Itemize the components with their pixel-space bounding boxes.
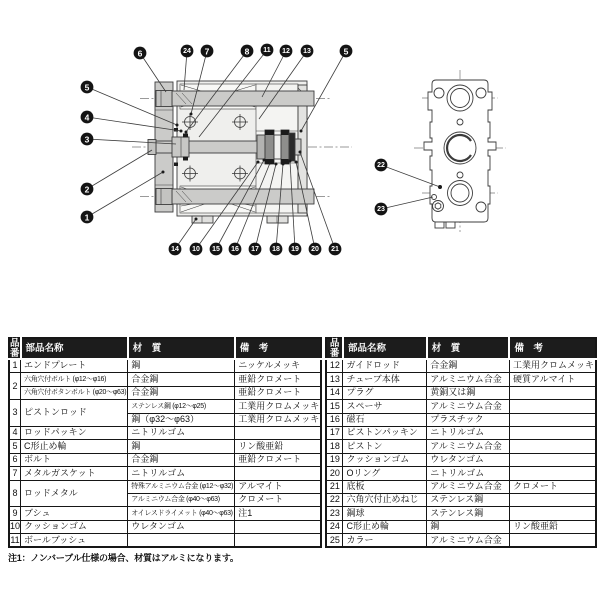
remarks-cell	[509, 426, 596, 439]
material-cell: アルミニウム合金 (φ40～φ63)	[128, 493, 235, 506]
rod-metal	[172, 137, 189, 157]
part-no-cell: 20	[326, 467, 343, 480]
table-row	[326, 534, 596, 548]
material-cell: 合金鋼	[128, 373, 235, 386]
part-name-cell: スペーサ	[343, 400, 427, 413]
material-cell: 鋼	[128, 359, 235, 373]
parts-table-12-25	[325, 337, 597, 548]
material-cell: ニトリルゴム	[427, 426, 510, 439]
remarks-cell	[509, 453, 596, 466]
remarks-cell: クロメート	[235, 493, 322, 506]
part-name-cell: ピストン	[343, 440, 427, 453]
end-view-outline	[424, 80, 496, 222]
remarks-cell: 硬質アルマイト	[509, 373, 596, 386]
svg-text:8: 8	[244, 46, 250, 57]
table-row	[9, 373, 321, 386]
svg-text:4: 4	[84, 112, 90, 123]
parts-table-right	[325, 337, 600, 548]
table-row	[9, 480, 321, 493]
part-no-cell: 10	[9, 520, 21, 533]
table-row	[9, 440, 321, 453]
table-row	[9, 359, 321, 373]
column-header: 材 質	[427, 338, 510, 359]
table-row	[326, 413, 596, 426]
parts-table-left	[8, 337, 325, 548]
svg-text:10: 10	[192, 245, 200, 253]
part-name-cell: ガイドロッド	[343, 359, 427, 373]
part-name-cell: 六角穴付ボタンボルト (φ20～φ63)	[21, 386, 128, 399]
part-no-cell: 4	[9, 426, 21, 439]
part-no-cell: 12	[326, 359, 343, 373]
table-row	[9, 534, 321, 548]
svg-text:11: 11	[263, 46, 271, 54]
part-no-cell: 17	[326, 426, 343, 439]
remarks-cell: ニッケルメッキ	[235, 359, 322, 373]
remarks-cell: 工業用クロムメッキ	[509, 359, 596, 373]
remarks-cell: 注1	[235, 507, 322, 520]
table-row	[326, 507, 596, 520]
part-name-cell: チューブ本体	[343, 373, 427, 386]
svg-text:18: 18	[272, 245, 280, 253]
table-row	[326, 467, 596, 480]
remarks-cell: リン酸亜鉛	[509, 520, 596, 533]
remarks-cell: 工業用クロムメッキ	[235, 400, 322, 413]
table-row	[326, 426, 596, 439]
part-name-cell: 鋼球	[343, 507, 427, 520]
svg-text:1: 1	[84, 212, 90, 223]
table-row	[9, 426, 321, 439]
material-cell: 合金鋼	[128, 386, 235, 399]
svg-text:15: 15	[212, 245, 220, 253]
part-no-cell: 5	[9, 440, 21, 453]
svg-text:2: 2	[84, 184, 90, 195]
part-name-cell: ボールブッシュ	[21, 534, 128, 548]
material-cell: ニトリルゴム	[128, 467, 235, 480]
table-row	[326, 493, 596, 506]
remarks-cell	[509, 386, 596, 399]
svg-text:23: 23	[377, 205, 385, 213]
remarks-cell: 工業用クロムメッキ	[235, 413, 322, 426]
table-row	[326, 520, 596, 533]
hex-bolt-top	[156, 91, 172, 107]
part-no-cell: 13	[326, 373, 343, 386]
material-cell: 特殊アルミニウム合金 (φ12～φ32)	[128, 480, 235, 493]
part-name-cell: ロッドメタル	[21, 480, 128, 507]
material-cell: ニトリルゴム	[427, 467, 510, 480]
part-name-cell: カラー	[343, 534, 427, 548]
material-cell	[128, 534, 235, 548]
table-row	[326, 453, 596, 466]
part-name-cell: クッションゴム	[343, 453, 427, 466]
callout-1	[81, 171, 165, 224]
part-name-cell: 磁石	[343, 413, 427, 426]
part-no-cell: 2	[9, 373, 21, 400]
material-cell: ニトリルゴム	[128, 426, 235, 439]
part-name-cell: ピストンロッド	[21, 400, 128, 427]
material-cell: 鋼（φ32～φ63）	[128, 413, 235, 426]
svg-text:16: 16	[231, 245, 239, 253]
material-cell: アルミニウム合金	[427, 480, 510, 493]
material-cell: ステンレス鋼	[427, 493, 510, 506]
footnote: 注1：ノンバーブル仕様の場合、材質はアルミになります。	[8, 553, 239, 564]
part-no-cell: 16	[326, 413, 343, 426]
material-cell: ウレタンゴム	[128, 520, 235, 533]
table-row	[9, 507, 321, 520]
remarks-cell: クロメート	[509, 480, 596, 493]
svg-text:5: 5	[84, 82, 90, 93]
table-row	[9, 386, 321, 399]
remarks-cell	[509, 534, 596, 548]
part-no-cell: 18	[326, 440, 343, 453]
end-view	[424, 80, 496, 228]
part-no-cell: 6	[9, 453, 21, 466]
svg-text:3: 3	[84, 134, 90, 145]
part-no-cell: 15	[326, 400, 343, 413]
cross-section-view	[148, 81, 314, 223]
table-row	[326, 373, 596, 386]
remarks-cell	[235, 534, 322, 548]
callout-2	[81, 150, 152, 195]
part-name-cell: C形止め輪	[343, 520, 427, 533]
material-cell: ステンレス鋼	[427, 507, 510, 520]
column-header: 備 考	[235, 338, 322, 359]
material-cell: ウレタンゴム	[427, 453, 510, 466]
svg-text:19: 19	[291, 245, 299, 253]
svg-text:5: 5	[343, 46, 349, 57]
part-name-cell: プラグ	[343, 386, 427, 399]
part-no-cell: 21	[326, 480, 343, 493]
material-cell: 合金鋼	[427, 359, 510, 373]
part-name-cell: 六角穴付止めねじ	[343, 493, 427, 506]
part-no-cell: 23	[326, 507, 343, 520]
remarks-cell: 亜鉛クロメート	[235, 373, 322, 386]
material-cell: アルミニウム合金	[427, 440, 510, 453]
table-row	[326, 400, 596, 413]
table-row	[326, 386, 596, 399]
part-no-cell: 3	[9, 400, 21, 427]
part-name-cell: ボルト	[21, 453, 128, 466]
part-name-cell: メタルガスケット	[21, 467, 128, 480]
column-header: 品番	[326, 338, 343, 359]
table-row	[326, 359, 596, 373]
part-no-cell: 11	[9, 534, 21, 548]
svg-text:22: 22	[377, 161, 385, 169]
remarks-cell	[235, 467, 322, 480]
table-row	[326, 440, 596, 453]
part-no-cell: 25	[326, 534, 343, 548]
column-header: 備 考	[509, 338, 596, 359]
table-row	[9, 467, 321, 480]
part-name-cell: 底板	[343, 480, 427, 493]
svg-text:6: 6	[137, 48, 143, 59]
remarks-cell	[509, 507, 596, 520]
part-no-cell: 24	[326, 520, 343, 533]
material-cell: アルミニウム合金	[427, 534, 510, 548]
remarks-cell	[509, 493, 596, 506]
part-name-cell: ロッドパッキン	[21, 426, 128, 439]
svg-text:12: 12	[282, 47, 290, 55]
svg-text:14: 14	[171, 245, 179, 253]
part-name-cell: ブシュ	[21, 507, 128, 520]
remarks-cell	[509, 467, 596, 480]
callout-6	[134, 47, 166, 92]
table-row	[9, 453, 321, 466]
mounting-feet	[192, 216, 288, 223]
part-no-cell: 14	[326, 386, 343, 399]
part-name-cell: Oリング	[343, 467, 427, 480]
svg-text:20: 20	[311, 245, 319, 253]
remarks-cell	[509, 440, 596, 453]
part-name-cell: エンドプレート	[21, 359, 128, 373]
material-cell: 合金鋼	[128, 453, 235, 466]
material-cell: 鋼	[128, 440, 235, 453]
material-cell: 鋼	[427, 520, 510, 533]
column-header: 材 質	[128, 338, 235, 359]
part-name-cell: ピストンパッキン	[343, 426, 427, 439]
part-no-cell: 19	[326, 453, 343, 466]
parts-table-1-11	[8, 337, 322, 548]
part-name-cell: C形止め輪	[21, 440, 128, 453]
table-row	[326, 480, 596, 493]
svg-text:21: 21	[331, 245, 339, 253]
svg-text:17: 17	[251, 245, 259, 253]
column-header: 品番	[10, 338, 20, 359]
part-no-cell: 22	[326, 493, 343, 506]
remarks-cell	[235, 426, 322, 439]
part-no-cell: 7	[9, 467, 21, 480]
table-row	[9, 400, 321, 413]
column-header: 部品名称	[21, 338, 128, 359]
callout-23	[375, 197, 433, 215]
remarks-cell: 亜鉛クロメート	[235, 386, 322, 399]
svg-text:24: 24	[183, 47, 191, 55]
part-no-cell: 1	[9, 359, 21, 373]
svg-text:7: 7	[204, 46, 210, 57]
remarks-cell: 亜鉛クロメート	[235, 453, 322, 466]
part-name-cell: クッションゴム	[21, 520, 128, 533]
remarks-cell: リン酸亜鉛	[235, 440, 322, 453]
remarks-cell: アルマイト	[235, 480, 322, 493]
part-name-cell: 六角穴付ボルト (φ12～φ16)	[21, 373, 128, 386]
material-cell: アルミニウム合金	[427, 373, 510, 386]
svg-text:13: 13	[303, 47, 311, 55]
material-cell: プラスチック	[427, 413, 510, 426]
material-cell: 黄銅又は鋼	[427, 386, 510, 399]
remarks-cell	[509, 413, 596, 426]
material-cell: アルミニウム合金	[427, 400, 510, 413]
part-no-cell: 8	[9, 480, 21, 507]
remarks-cell	[509, 400, 596, 413]
hex-bolt-bottom	[156, 189, 172, 205]
remarks-cell	[235, 520, 322, 533]
column-header: 部品名称	[343, 338, 427, 359]
parts-tables	[8, 337, 600, 548]
material-cell: ステンレス鋼 (φ12～φ25)	[128, 400, 235, 413]
part-no-cell: 9	[9, 507, 21, 520]
table-row	[9, 520, 321, 533]
material-cell: オイレスドライメット (φ40～φ63)	[128, 507, 235, 520]
